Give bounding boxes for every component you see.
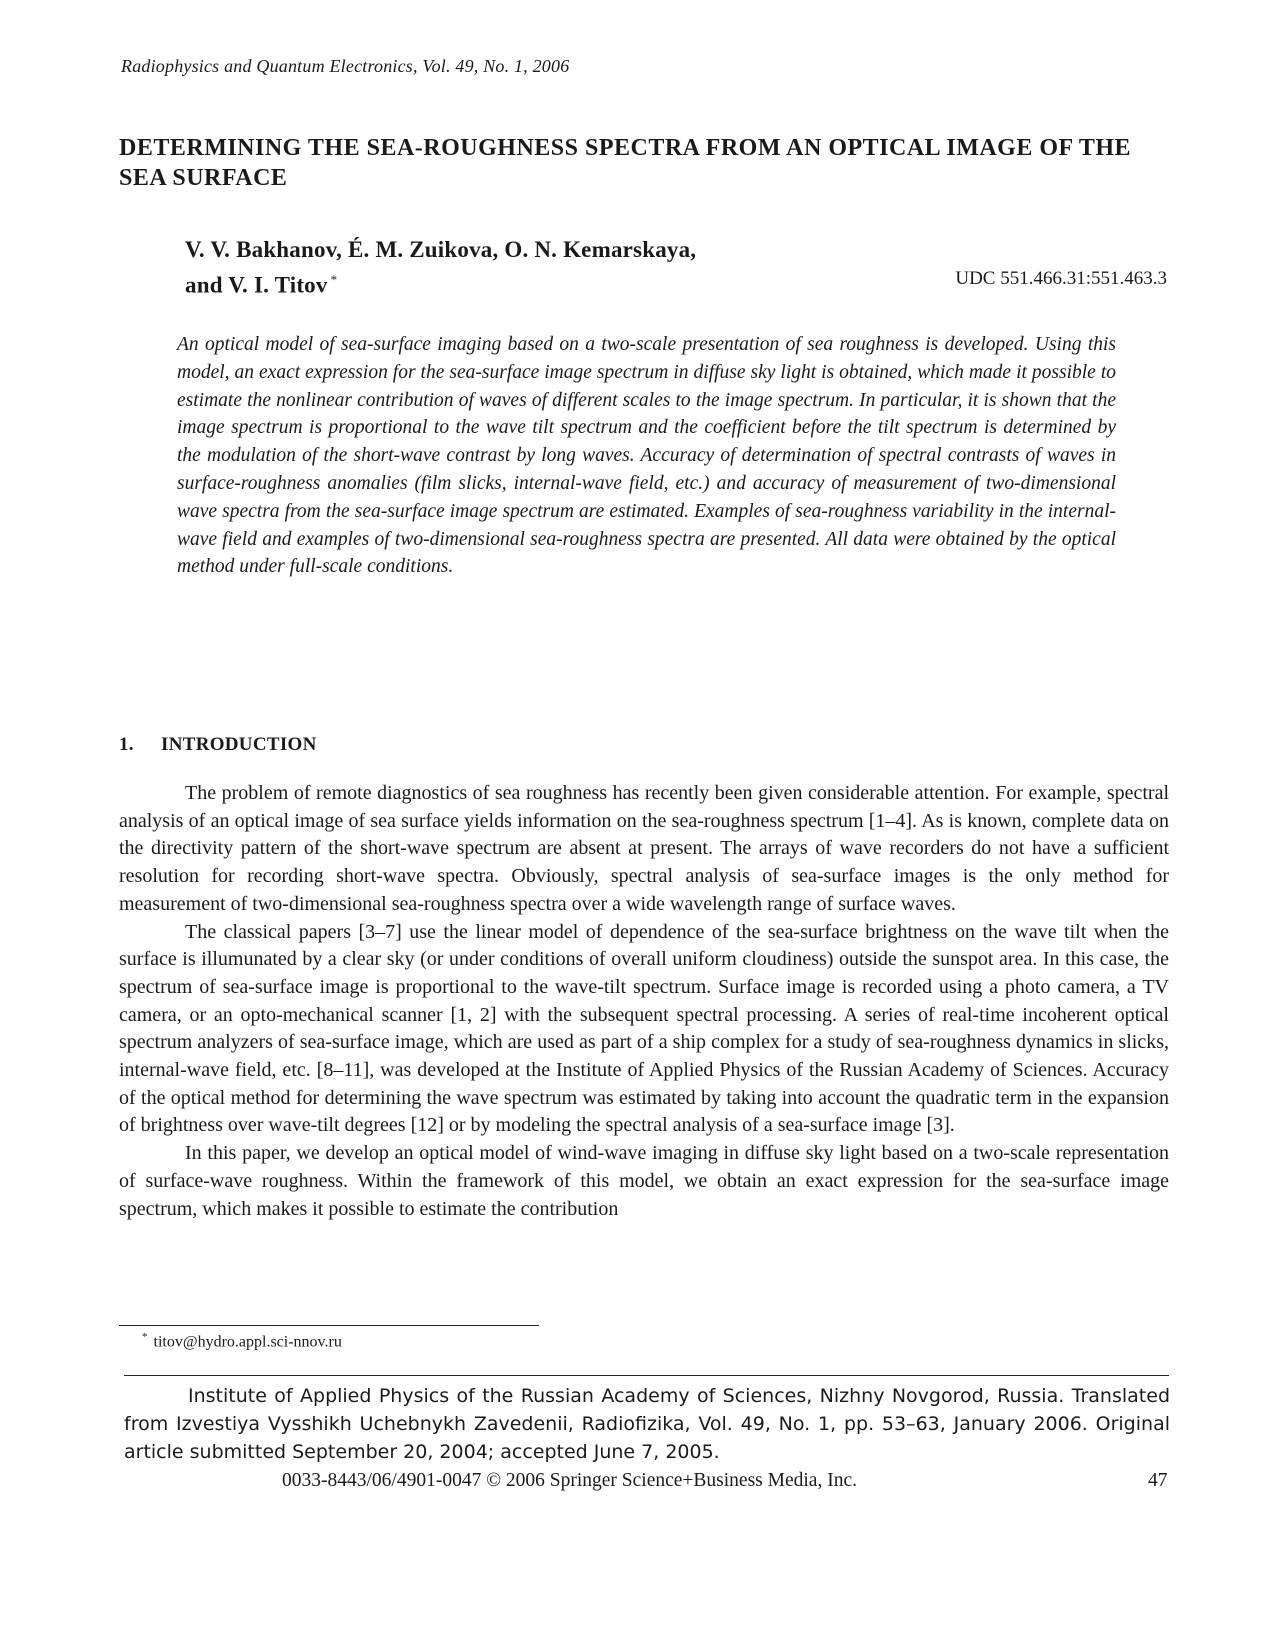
body-text [119, 780, 1169, 1223]
authors-line-2 [185, 265, 696, 301]
udc-code: UDC 551.466.31:551.463.3 [955, 268, 1167, 289]
footnote [142, 1331, 342, 1351]
author-list [185, 235, 696, 301]
section-title: INTRODUCTION [161, 734, 317, 755]
authors-line-1: V. V. Bakhanov, É. M. Zuikova, O. N. Kemarskaya, [185, 237, 697, 262]
section-number: 1. [119, 734, 134, 755]
affiliation-text: Institute of Applied Physics of the Russian Academy of Sciences, Nizhny Novgorod, Russia. Translated from Izvestiya Vysshikh Uchebnykh Zavedenii, Radiofizika, Vol. 49, No. 1, pp. 53–63, January 2006. Original article submitted September 20, 2004; accepted June 7, 2005. [124, 1385, 1170, 1463]
affiliation-note [124, 1382, 1170, 1466]
paragraph: The classical papers [3–7] use the linear model of dependence of the sea-surface brightness on the wave tilt when the surface is illumunated by a clear sky (or under conditions of overall uniform cloudiness) outside the sunspot area. In this case, the spectrum of sea-surface image is proportional to the wave-tilt spectrum. Surface image is recorded using a photo camera, a TV camera, or an opto-mechanical scanner [1, 2] with the subsequent spectral processing. A series of real-time incoherent optical spectrum analyzers of sea-surface image, which are used as part of a ship complex for a study of sea-roughness dynamics in slicks, internal-wave field, etc. [8–11], was developed at the Institute of Applied Physics of the Russian Academy of Sciences. Accuracy of the optical method for determining the wave spectrum was estimated by taking into account the quadratic term in the expansion of brightness over wave-tilt degrees [12] or by modeling the spectral analysis of a sea-surface image [3]. [119, 920, 1169, 1137]
paragraph: The problem of remote diagnostics of sea roughness has recently been given considerable attention. For example, spectral analysis of an optical image of sea surface yields information on the sea-roughness spectrum [1–4]. As is known, complete data on the directivity pattern of the short-wave spectrum are absent at present. The arrays of wave recorders do not have a sufficient resolution for recording short-wave spectra. Obviously, spectral analysis of sea-surface images is the only method for measurement of two-dimensional sea-roughness spectra over a wide wavelength range of surface waves. [119, 782, 1169, 915]
footnote-divider [119, 1325, 539, 1326]
author-footnote-marker: * [330, 272, 338, 287]
section-heading [119, 734, 317, 756]
abstract: An optical model of sea-surface imaging based on a two-scale presentation of sea roughness is developed. Using this model, an exact expression for the sea-surface image spectrum in diffuse sky light is obtained, which made it possible to estimate the nonlinear contribution of waves of different scales to the image spectrum. In particular, it is shown that the image spectrum is proportional to the wave tilt spectrum and the coefficient before the tilt spectrum is determined by the modulation of the short-wave contrast by long waves. Accuracy of determination of spectral contrasts of waves in surface-roughness anomalies (film slicks, internal-wave field, etc.) and accuracy of measurement of two-dimensional wave spectra from the sea-surface image spectrum are estimated. Examples of sea-roughness variability in the internal-wave field and examples of two-dimensional sea-roughness spectra are presented. All data were obtained by the optical method under full-scale conditions. [177, 334, 1116, 578]
paragraph: In this paper, we develop an optical model of wind-wave imaging in diffuse sky light based on a two-scale representation of surface-wave roughness. Within the framework of this model, we obtain an exact expression for the sea-surface image spectrum, which makes it possible to estimate the contribution [119, 1142, 1169, 1220]
authors-line-2-text: and V. I. Titov [185, 272, 328, 298]
affiliation-divider [124, 1375, 1169, 1376]
footnote-marker: * [142, 1331, 148, 1343]
journal-header: Radiophysics and Quantum Electronics, Vol. 49, No. 1, 2006 [121, 56, 570, 76]
article-title: DETERMINING THE SEA-ROUGHNESS SPECTRA FROM AN OPTICAL IMAGE OF THE SEA SURFACE [119, 135, 1132, 191]
page-number: 47 [1148, 1470, 1168, 1491]
footnote-email[interactable]: titov@hydro.appl.sci-nnov.ru [153, 1333, 342, 1351]
copyright-line: 0033-8443/06/4901-0047 © 2006 Springer Science+Business Media, Inc. [282, 1470, 857, 1491]
